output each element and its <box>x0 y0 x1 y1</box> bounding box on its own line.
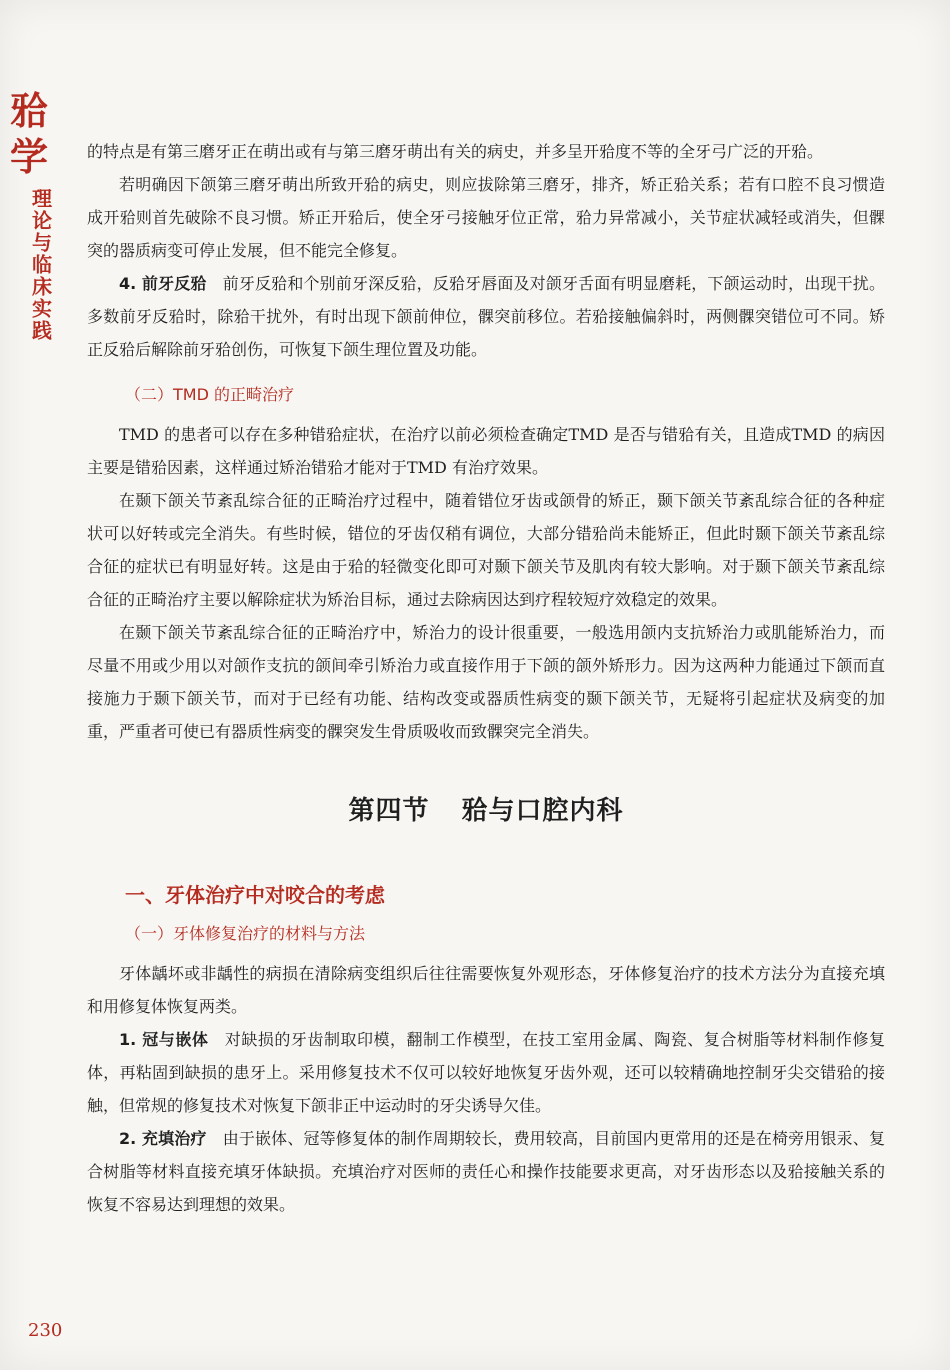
side-title-sub: 理论与临床实践 <box>28 188 53 342</box>
item-text: 对缺损的牙齿制取印模，翻制工作模型，在技工室用金属、陶瓷、复合树脂等材料制作修复体，再粘固到缺损的患牙上。采用修复技术不仅可以较好地恢复牙齿外观，还可以较精确地控制牙尖交错𬌗的接触，但常规的修复技术对恢复下颌非正中运动时的牙尖诱导欠佳。 <box>87 1030 885 1115</box>
subheading-tmd: （二）TMD 的正畸治疗 <box>125 385 294 404</box>
item-anterior-crossbite <box>87 267 885 366</box>
paragraph-continuation: 的特点是有第三磨牙正在萌出或有与第三磨牙萌出有关的病史，并多呈开𬌗度不等的全牙弓广泛的开𬌗。 <box>87 142 824 161</box>
section-number: 第四节 <box>348 796 430 826</box>
paragraph-materials: 牙体龋坏或非龋性的病损在清除病变组织后往往需要恢复外观形态，牙体修复治疗的技术方法分为直接充填和用修复体恢复两类。 <box>87 964 885 1016</box>
side-running-title <box>10 88 58 342</box>
heading-level1: 一、牙体治疗中对咬合的考虑 <box>125 883 385 907</box>
paragraph-open-bite-treatment: 若明确因下颌第三磨牙萌出所致开𬌗的病史，则应拔除第三磨牙，排齐，矫正𬌗关系；若有口腔不良习惯造成开𬌗则首先破除不良习惯。矫正开𬌗后，使全牙弓接触牙位正常，𬌗力异常减小，关节症状减轻或消失，但髁突的器质病变可停止发展，但不能完全修复。 <box>87 175 885 260</box>
page-body <box>87 135 885 1221</box>
paragraph-tmd-1: TMD 的患者可以存在多种错𬌗症状，在治疗以前必须检查确定TMD 是否与错𬌗有关，且造成TMD 的病因主要是错𬌗因素，这样通过矫治错𬌗才能对于TMD 有治疗效果。 <box>87 425 885 477</box>
page-number: 230 <box>28 1320 63 1341</box>
item-label: 4. 前牙反𬌗 <box>119 274 207 293</box>
paragraph-tmd-2: 在颞下颌关节紊乱综合征的正畸治疗过程中，随着错位牙齿或颌骨的矫正，颞下颌关节紊乱综合征的各种症状可以好转或完全消失。有些时候，错位的牙齿仅稍有调位，大部分错𬌗尚未能矫正，但此时颞下颌关节紊乱综合征的症状已有明显好转。这是由于𬌗的轻微变化即可对颞下颌关节及肌肉有较大影响。对于颞下颌关节紊乱综合征的正畸治疗主要以解除症状为矫治目标，通过去除病因达到疗程较短疗效稳定的效果。 <box>87 491 885 609</box>
side-title-main: 𬌗学 <box>10 88 49 179</box>
item-label: 1. 冠与嵌体 <box>119 1030 209 1049</box>
item-crown-inlay <box>87 1023 885 1122</box>
section-title <box>87 790 885 827</box>
item-label: 2. 充填治疗 <box>119 1129 207 1148</box>
subheading-materials: （一）牙体修复治疗的材料与方法 <box>125 924 366 943</box>
item-text: 由于嵌体、冠等修复体的制作周期较长，费用较高，目前国内更常用的还是在椅旁用银汞、复合树脂等材料直接充填牙体缺损。充填治疗对医师的责任心和操作技能要求更高，对牙齿形态以及𬌗接触关系的恢复不容易达到理想的效果。 <box>87 1129 885 1214</box>
item-filling <box>87 1122 885 1221</box>
section-name: 𬌗与口腔内科 <box>461 796 624 826</box>
paragraph-tmd-3: 在颞下颌关节紊乱综合征的正畸治疗中，矫治力的设计很重要，一般选用颌内支抗矫治力或肌能矫治力，而尽量不用或少用以对颌作支抗的颌间牵引矫治力或直接作用于下颌的颌外矫形力。因为这两种力能通过下颌而直接施力于颞下颌关节，而对于已经有功能、结构改变或器质性病变的颞下颌关节，无疑将引起症状及病变的加重，严重者可使已有器质性病变的髁突发生骨质吸收而致髁突完全消失。 <box>87 623 885 741</box>
item-text: 前牙反𬌗和个别前牙深反𬌗，反𬌗牙唇面及对颌牙舌面有明显磨耗，下颌运动时，出现干扰。多数前牙反𬌗时，除𬌗干扰外，有时出现下颌前伸位，髁突前移位。若𬌗接触偏斜时，两侧髁突错位可不同。矫正反𬌗后解除前牙𬌗创伤，可恢复下颌生理位置及功能。 <box>87 274 885 359</box>
